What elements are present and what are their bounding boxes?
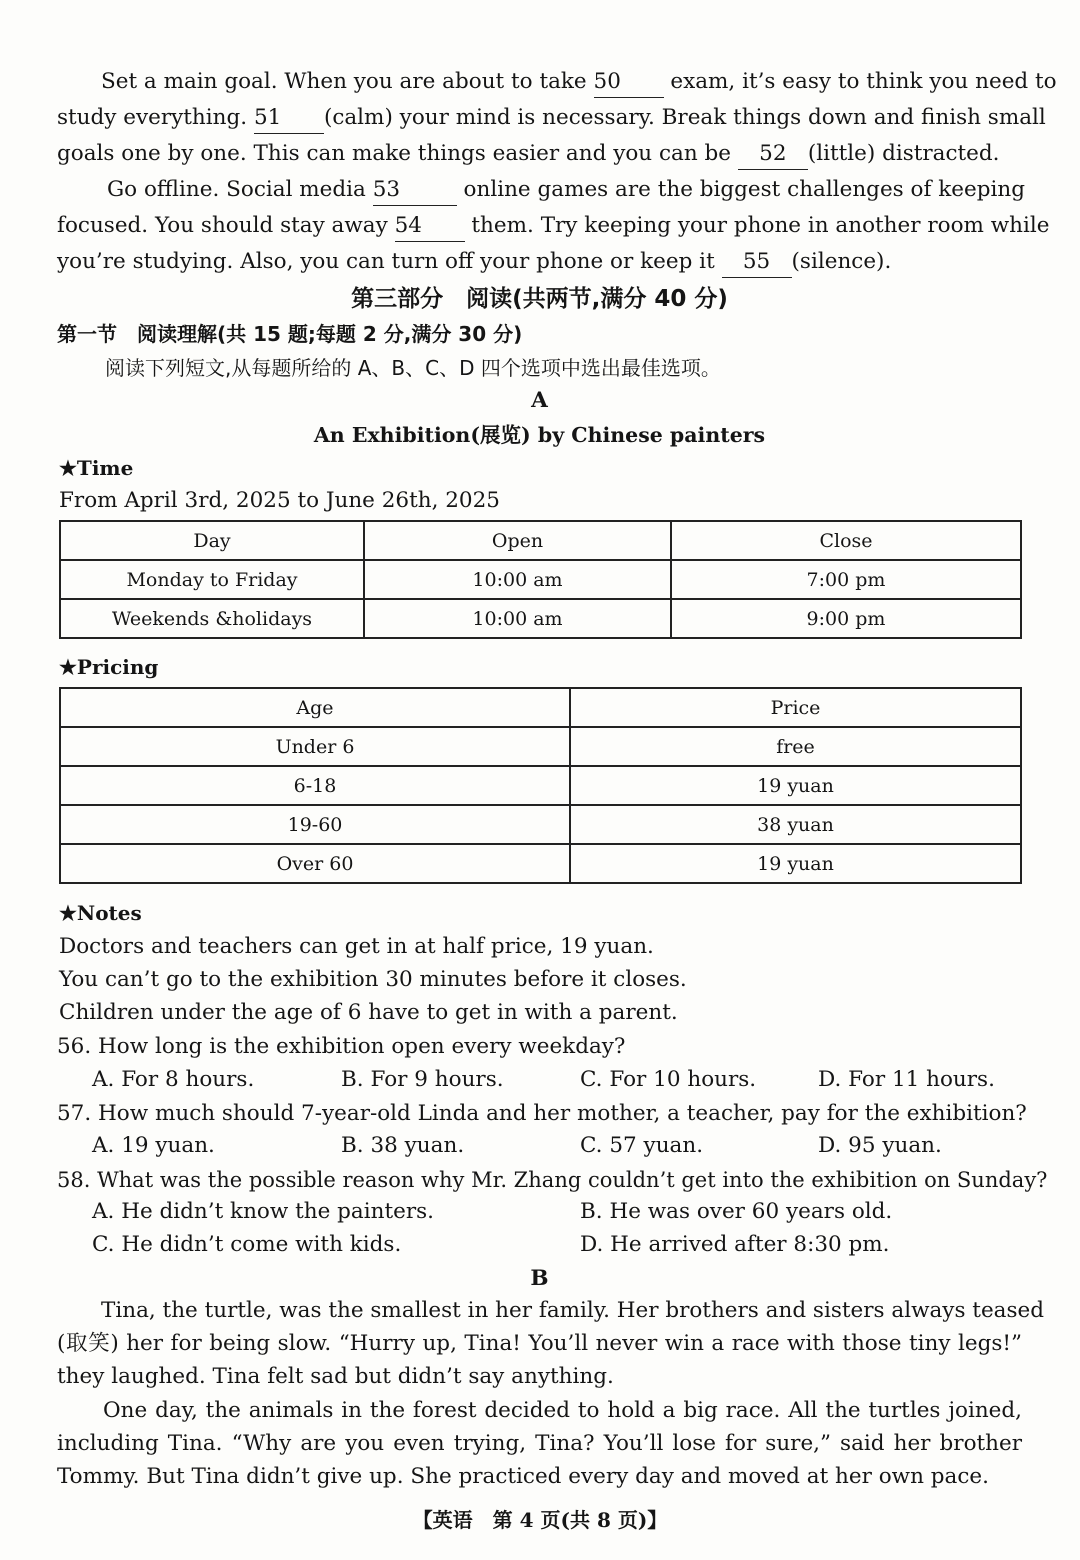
- question-stem: 58. What was the possible reason why Mr. Zhang couldn’t get into the exhibition on Sunday?: [57, 1168, 1048, 1192]
- note-text: You can’t go to the exhibition 30 minutes before it closes.: [59, 967, 687, 992]
- blank-52[interactable]: 52: [738, 139, 808, 170]
- blank-51[interactable]: 51: [254, 103, 324, 134]
- answer-option[interactable]: A. For 8 hours.: [92, 1067, 255, 1092]
- answer-option[interactable]: C. 57 yuan.: [580, 1133, 704, 1158]
- passage-line: Tina, the turtle, was the smallest in her family. Her brothers and sisters always teased: [101, 1298, 1045, 1323]
- note-text: Doctors and teachers can get in at half price, 19 yuan.: [59, 934, 654, 959]
- passage-letter: A: [531, 388, 548, 413]
- hours-table: [59, 520, 1022, 639]
- table-row: [60, 560, 1021, 599]
- answer-option[interactable]: A. He didn’t know the painters.: [92, 1199, 434, 1224]
- notes-heading: ★Notes: [59, 901, 142, 925]
- blank-53[interactable]: 53: [373, 175, 457, 206]
- table-header-cell: Age: [60, 688, 570, 727]
- table-header-cell: Price: [570, 688, 1021, 727]
- table-cell: 6-18: [60, 766, 570, 805]
- passage-title: An Exhibition(展览) by Chinese painters: [313, 423, 766, 447]
- page-footer: 【英语 第 4 页(共 8 页)】: [412, 1508, 668, 1532]
- blank-50[interactable]: 50: [594, 67, 664, 98]
- table-cell: 10:00 am: [364, 560, 671, 599]
- table-cell: free: [570, 727, 1021, 766]
- passage-line: (取笑) her for being slow. “Hurry up, Tina! You’ll never win a race with those tiny legs!”: [57, 1331, 1022, 1356]
- table-cell: 10:00 am: [364, 599, 671, 638]
- cloze-line: study everything. 51 (calm) your mind is necessary. Break things down and finish small: [57, 100, 1022, 136]
- table-cell: 19 yuan: [570, 766, 1021, 805]
- cloze-line: focused. You should stay away 54 them. Try keeping your phone in another room while: [57, 208, 1022, 244]
- time-range: From April 3rd, 2025 to June 26th, 2025: [59, 488, 500, 513]
- part-title: 第三部分 阅读(共两节,满分 40 分): [351, 286, 728, 312]
- table-cell: 9:00 pm: [671, 599, 1021, 638]
- note-text: Children under the age of 6 have to get in with a parent.: [59, 1000, 678, 1025]
- passage-line: One day, the animals in the forest decided to hold a big race. All the turtles joined,: [103, 1398, 1022, 1423]
- blank-54[interactable]: 54: [395, 211, 465, 242]
- answer-option[interactable]: D. 95 yuan.: [818, 1133, 942, 1158]
- time-heading: ★Time: [59, 456, 134, 480]
- answer-option[interactable]: B. 38 yuan.: [341, 1133, 465, 1158]
- instruction: 阅读下列短文,从每题所给的 A、B、C、D 四个选项中选出最佳选项。: [105, 356, 721, 380]
- passage-letter: B: [530, 1266, 549, 1291]
- table-header-cell: Close: [671, 521, 1021, 560]
- table-cell: 19 yuan: [570, 844, 1021, 883]
- section-title: 第一节 阅读理解(共 15 题;每题 2 分,满分 30 分): [57, 322, 523, 346]
- price-table: [59, 687, 1022, 884]
- question-stem: 56. How long is the exhibition open every weekday?: [57, 1034, 626, 1059]
- pricing-heading: ★Pricing: [59, 655, 159, 679]
- table-row: [60, 766, 1021, 805]
- table-cell: Over 60: [60, 844, 570, 883]
- cloze-line: Go offline. Social media 53 online games are the biggest challenges of keeping: [57, 172, 1022, 208]
- table-cell: Monday to Friday: [60, 560, 364, 599]
- answer-option[interactable]: A. 19 yuan.: [92, 1133, 215, 1158]
- answer-option[interactable]: B. For 9 hours.: [341, 1067, 504, 1092]
- blank-55[interactable]: 55: [722, 247, 792, 278]
- table-cell: 7:00 pm: [671, 560, 1021, 599]
- table-header-cell: Day: [60, 521, 364, 560]
- table-cell: 19-60: [60, 805, 570, 844]
- answer-option[interactable]: B. He was over 60 years old.: [580, 1199, 893, 1224]
- passage-line: including Tina. “Why are you even trying, Tina? You’ll lose for sure,” said her brother: [57, 1431, 1022, 1456]
- answer-option[interactable]: C. He didn’t come with kids.: [92, 1232, 402, 1257]
- answer-option[interactable]: D. For 11 hours.: [818, 1067, 995, 1092]
- passage-line: they laughed. Tina felt sad but didn’t say anything.: [57, 1364, 614, 1389]
- table-row: [60, 599, 1021, 638]
- passage-line: Tommy. But Tina didn’t give up. She practiced every day and moved at her own pace.: [57, 1464, 989, 1489]
- answer-option[interactable]: C. For 10 hours.: [580, 1067, 757, 1092]
- cloze-line: you’re studying. Also, you can turn off your phone or keep it 55 (silence).: [57, 244, 1022, 280]
- cloze-line: goals one by one. This can make things easier and you can be 52 (little) distracted.: [57, 136, 1022, 172]
- table-cell: 38 yuan: [570, 805, 1021, 844]
- table-header-cell: Open: [364, 521, 671, 560]
- table-row: [60, 727, 1021, 766]
- table-cell: Weekends &holidays: [60, 599, 364, 638]
- table-row: [60, 805, 1021, 844]
- table-header-row: [60, 688, 1021, 727]
- answer-option[interactable]: D. He arrived after 8:30 pm.: [580, 1232, 890, 1257]
- table-header-row: [60, 521, 1021, 560]
- cloze-line: Set a main goal. When you are about to take 50 exam, it’s easy to think you need to: [57, 64, 1022, 100]
- table-row: [60, 844, 1021, 883]
- table-cell: Under 6: [60, 727, 570, 766]
- question-stem: 57. How much should 7-year-old Linda and her mother, a teacher, pay for the exhibition?: [57, 1101, 1027, 1126]
